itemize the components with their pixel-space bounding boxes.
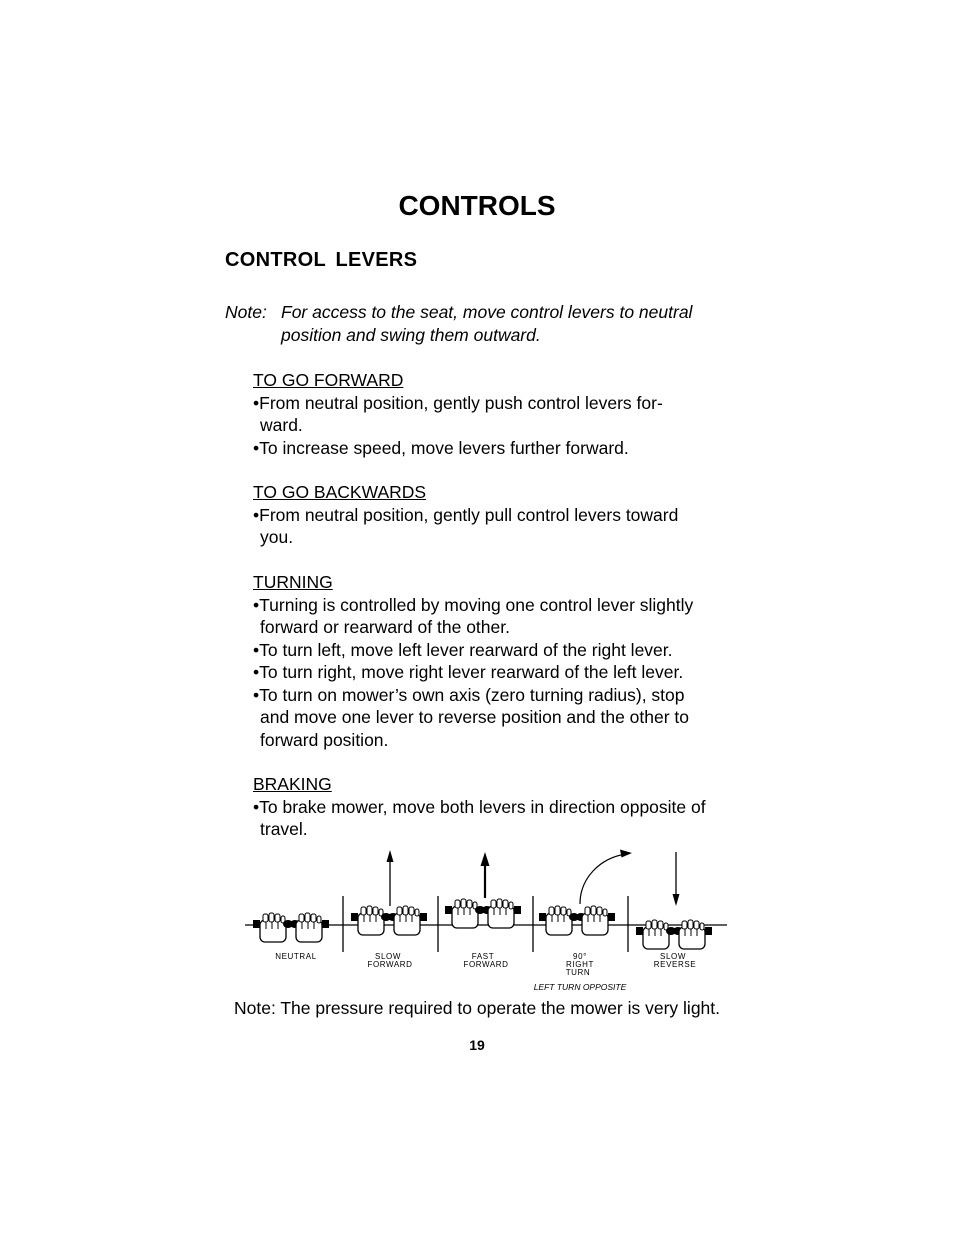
slow-forward-levers [351, 850, 427, 935]
page-number: 19 [469, 1037, 485, 1053]
forward-heading: TO GO FORWARD [253, 370, 404, 390]
backwards-bullet: •From neutral position, gently pull control levers toward you. [253, 504, 679, 547]
up-arrow-icon [387, 850, 394, 862]
forward-bullet: •From neutral position, gently push control levers for-ward. [253, 392, 663, 435]
label-right-turn: TURN [565, 968, 591, 977]
label-slow-reverse: REVERSE [653, 960, 697, 969]
lever-positions-diagram [240, 848, 730, 996]
page-title: CONTROLS [398, 190, 556, 221]
forward-bullet: •To increase speed, move levers further forward. [253, 437, 629, 458]
note-text: For access to the seat, move control levers to neutral position and swing them outward. [281, 302, 693, 345]
turning-section [253, 571, 723, 751]
up-arrow-icon [481, 852, 490, 866]
right-turn-levers [539, 850, 632, 936]
braking-heading: BRAKING [253, 774, 332, 794]
turning-heading: TURNING [253, 572, 333, 592]
fast-forward-levers [445, 852, 521, 928]
neutral-levers [253, 913, 329, 942]
label-slow-forward: FORWARD [367, 960, 413, 969]
backwards-section [253, 481, 723, 549]
note-label: Note: [225, 302, 267, 322]
label-neutral: NEUTRAL [275, 952, 317, 961]
label-slow-reverse: SLOW [660, 952, 686, 961]
down-arrow-icon [673, 894, 680, 906]
figure-caption: LEFT TURN OPPOSITE [533, 982, 627, 992]
label-right-turn: RIGHT [566, 960, 594, 969]
turning-bullet: •Turning is controlled by moving one control lever slightly forward or rearward of the other. [253, 594, 694, 637]
label-fast-forward: FORWARD [463, 960, 509, 969]
slow-reverse-levers [636, 852, 712, 949]
turning-bullet: •To turn left, move left lever rearward of the right lever. [253, 639, 673, 660]
pressure-note: Note: The pressure required to operate the mower is very light. [233, 998, 721, 1018]
backwards-heading: TO GO BACKWARDS [253, 482, 427, 502]
label-right-turn: 90° [573, 952, 587, 961]
label-fast-forward: FAST [471, 952, 495, 961]
label-slow-forward: SLOW [375, 952, 401, 961]
turning-bullet: •To turn right, move right lever rearward of the left lever. [253, 662, 684, 682]
turning-bullet: •To turn on mower’s own axis (zero turning radius), stop and move one lever to reverse position and the other to forward position. [253, 684, 690, 750]
braking-bullet: •To brake mower, move both levers in direction opposite of travel. [253, 796, 706, 839]
section-title: CONTROL LEVERS [225, 249, 418, 271]
forward-section [253, 369, 723, 459]
curved-arrow-icon [620, 850, 632, 858]
braking-section [253, 773, 723, 841]
